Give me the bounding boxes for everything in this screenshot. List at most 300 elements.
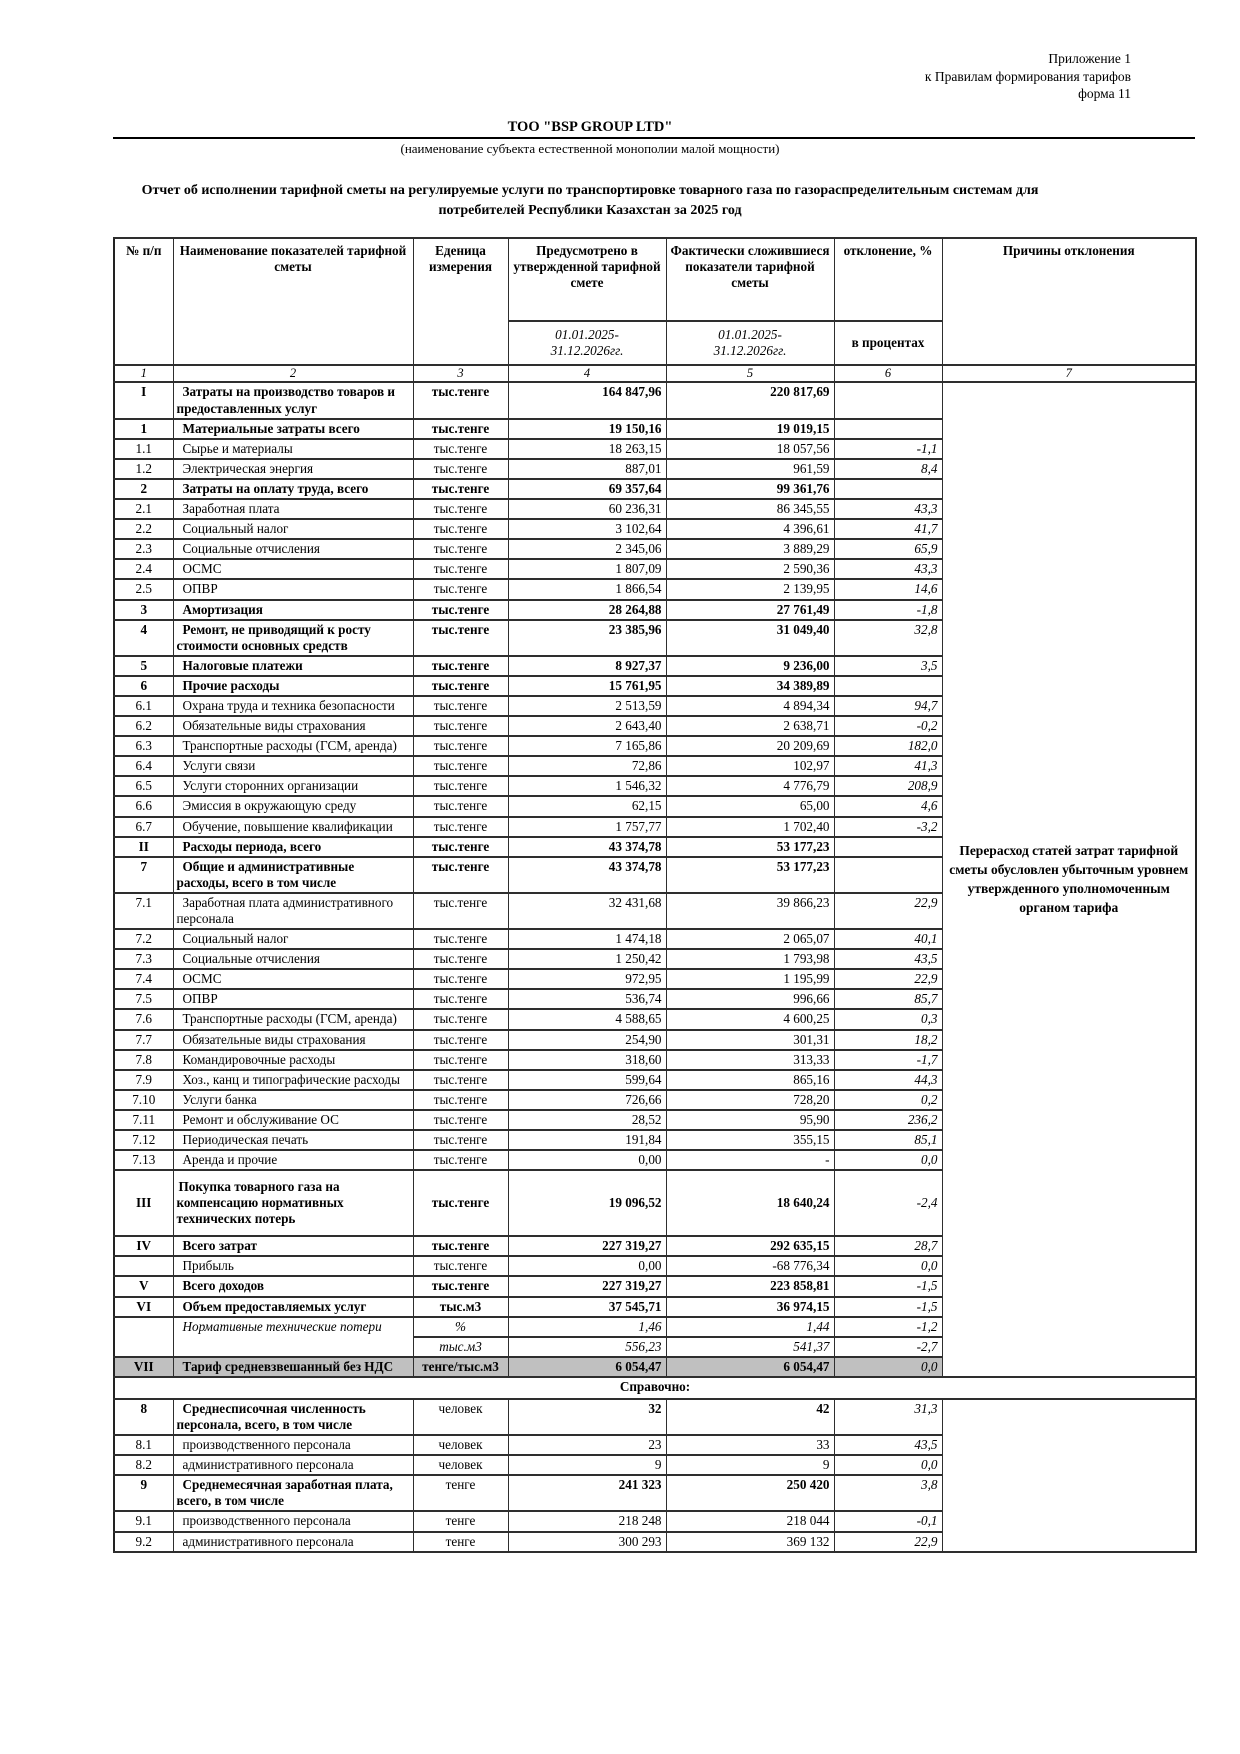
indicator-name-cell: административного персонала: [173, 1532, 413, 1552]
fact-value-cell: 9 236,00: [666, 656, 834, 676]
row-number-cell: 7.5: [114, 989, 173, 1009]
indicator-name-cell: Ремонт и обслуживание ОС: [173, 1110, 413, 1130]
fact-value-cell: 865,16: [666, 1070, 834, 1090]
fact-value-cell: 18 057,56: [666, 439, 834, 459]
fact-value-cell: 4 396,61: [666, 519, 834, 539]
deviation-value-cell: 43,5: [834, 1435, 942, 1455]
deviation-value-cell: 22,9: [834, 969, 942, 989]
row-number-cell: 7.13: [114, 1150, 173, 1170]
plan-value-cell: 8 927,37: [508, 656, 666, 676]
plan-value-cell: 62,15: [508, 796, 666, 816]
fact-value-cell: 220 817,69: [666, 382, 834, 418]
indicator-name-cell: ОПВР: [173, 989, 413, 1009]
deviation-value-cell: 14,6: [834, 579, 942, 599]
plan-value-cell: 2 345,06: [508, 539, 666, 559]
plan-value-cell: 37 545,71: [508, 1297, 666, 1317]
fact-value-cell: 250 420: [666, 1475, 834, 1511]
plan-value-cell: 28,52: [508, 1110, 666, 1130]
col-number: 6: [834, 365, 942, 382]
deviation-value-cell: 85,7: [834, 989, 942, 1009]
indicator-name-cell: Обучение, повышение квалификации: [173, 817, 413, 837]
unit-cell: тыс.тенге: [413, 1009, 508, 1029]
indicator-name-cell: Охрана труда и техника безопасности: [173, 696, 413, 716]
row-number-cell: 7: [114, 857, 173, 893]
col-number: 2: [173, 365, 413, 382]
unit-cell: человек: [413, 1435, 508, 1455]
deviation-value-cell: 44,3: [834, 1070, 942, 1090]
deviation-value-cell: [834, 382, 942, 418]
unit-cell: тыс.тенге: [413, 893, 508, 929]
indicator-name-cell: производственного персонала: [173, 1435, 413, 1455]
plan-value-cell: 1 807,09: [508, 559, 666, 579]
plan-value-cell: 556,23: [508, 1337, 666, 1357]
indicator-name-cell: Сырье и материалы: [173, 439, 413, 459]
deviation-value-cell: 85,1: [834, 1130, 942, 1150]
spravochno-row: [114, 1377, 1196, 1399]
fact-value-cell: 4 776,79: [666, 776, 834, 796]
indicator-name-cell: Тариф средневзвешанный без НДС: [173, 1357, 413, 1377]
deviation-value-cell: 43,5: [834, 949, 942, 969]
plan-value-cell: 2 643,40: [508, 716, 666, 736]
plan-period: 01.01.2025-31.12.2026гг.: [550, 327, 624, 359]
indicator-name-cell: Прочие расходы: [173, 676, 413, 696]
row-number-cell: 2.5: [114, 579, 173, 599]
fact-value-cell: 39 866,23: [666, 893, 834, 929]
deviation-value-cell: [834, 837, 942, 857]
plan-value-cell: 19 096,52: [508, 1170, 666, 1236]
row-number-cell: 9.1: [114, 1511, 173, 1531]
plan-value-cell: 227 319,27: [508, 1236, 666, 1256]
fact-value-cell: 218 044: [666, 1511, 834, 1531]
plan-value-cell: 1,46: [508, 1317, 666, 1337]
plan-value-cell: 28 264,88: [508, 600, 666, 620]
row-number-cell: II: [114, 837, 173, 857]
indicator-name-cell: Материальные затраты всего: [173, 419, 413, 439]
unit-cell: тыс.тенге: [413, 857, 508, 893]
indicator-name-cell: Среднемесячная заработная плата, всего, в том числе: [173, 1475, 413, 1511]
deviation-value-cell: -1,8: [834, 600, 942, 620]
row-number-cell: 4: [114, 620, 173, 656]
fact-period-cell: [666, 321, 834, 365]
fact-value-cell: 27 761,49: [666, 600, 834, 620]
fact-value-cell: 369 132: [666, 1532, 834, 1552]
row-number-cell: 6: [114, 676, 173, 696]
row-number-cell: 2.3: [114, 539, 173, 559]
col-number: 7: [942, 365, 1196, 382]
unit-cell: человек: [413, 1455, 508, 1475]
indicator-name-cell: Заработная плата: [173, 499, 413, 519]
deviation-value-cell: 18,2: [834, 1030, 942, 1050]
unit-cell: тыс.тенге: [413, 949, 508, 969]
deviation-value-cell: 40,1: [834, 929, 942, 949]
row-number-cell: 3: [114, 600, 173, 620]
unit-cell: тыс.тенге: [413, 796, 508, 816]
plan-value-cell: 318,60: [508, 1050, 666, 1070]
fact-value-cell: -68 776,34: [666, 1256, 834, 1276]
deviation-value-cell: 0,3: [834, 1009, 942, 1029]
annex-line-2: к Правилам формирования тарифов: [924, 68, 1131, 84]
fact-value-cell: 19 019,15: [666, 419, 834, 439]
unit-cell: тыс.тенге: [413, 969, 508, 989]
deviation-value-cell: 94,7: [834, 696, 942, 716]
header-deviation: отклонение, %: [834, 238, 942, 321]
row-number-cell: 7.9: [114, 1070, 173, 1090]
deviation-value-cell: -3,2: [834, 817, 942, 837]
unit-cell: тыс.тенге: [413, 756, 508, 776]
plan-value-cell: 191,84: [508, 1130, 666, 1150]
indicator-name-cell: Нормативные технические потери: [173, 1317, 413, 1357]
plan-value-cell: 15 761,95: [508, 676, 666, 696]
unit-cell: тыс.тенге: [413, 1256, 508, 1276]
spravochno-label: Справочно:: [114, 1377, 1196, 1399]
unit-cell: тыс.тенге: [413, 439, 508, 459]
indicator-name-cell: Общие и административные расходы, всего в том числе: [173, 857, 413, 893]
fact-value-cell: 102,97: [666, 756, 834, 776]
plan-value-cell: 1 546,32: [508, 776, 666, 796]
indicator-name-cell: Электрическая энергия: [173, 459, 413, 479]
unit-cell: тыс.тенге: [413, 1236, 508, 1256]
row-number-cell: 9.2: [114, 1532, 173, 1552]
fact-value-cell: 20 209,69: [666, 736, 834, 756]
fact-value-cell: 961,59: [666, 459, 834, 479]
indicator-name-cell: Социальный налог: [173, 519, 413, 539]
deviation-value-cell: 41,3: [834, 756, 942, 776]
row-number-cell: 6.4: [114, 756, 173, 776]
unit-cell: тыс.тенге: [413, 776, 508, 796]
annex-line-1: Приложение 1: [1048, 51, 1131, 66]
unit-cell: тыс.тенге: [413, 929, 508, 949]
indicator-name-cell: Социальные отчисления: [173, 949, 413, 969]
indicator-name-cell: Всего доходов: [173, 1276, 413, 1296]
indicator-name-cell: Услуги связи: [173, 756, 413, 776]
fact-value-cell: 53 177,23: [666, 857, 834, 893]
row-number-cell: 6.5: [114, 776, 173, 796]
row-number-cell: [114, 1256, 173, 1276]
deviation-value-cell: 32,8: [834, 620, 942, 656]
fact-value-cell: 541,37: [666, 1337, 834, 1357]
indicator-name-cell: Командировочные расходы: [173, 1050, 413, 1070]
row-number-cell: 7.10: [114, 1090, 173, 1110]
indicator-name-cell: Ремонт, не приводящий к росту стоимости основных средств: [173, 620, 413, 656]
indicator-name-cell: Эмиссия в окружающую среду: [173, 796, 413, 816]
unit-cell: тыс.тенге: [413, 1170, 508, 1236]
row-number-cell: 5: [114, 656, 173, 676]
plan-value-cell: 0,00: [508, 1256, 666, 1276]
indicator-name-cell: Социальный налог: [173, 929, 413, 949]
col-number: 5: [666, 365, 834, 382]
fact-value-cell: 4 600,25: [666, 1009, 834, 1029]
deviation-value-cell: [834, 857, 942, 893]
fact-value-cell: 36 974,15: [666, 1297, 834, 1317]
plan-value-cell: 32 431,68: [508, 893, 666, 929]
plan-value-cell: 1 250,42: [508, 949, 666, 969]
unit-cell: тыс.тенге: [413, 837, 508, 857]
indicator-name-cell: Объем предоставляемых услуг: [173, 1297, 413, 1317]
deviation-value-cell: -1,2: [834, 1317, 942, 1337]
fact-value-cell: 2 065,07: [666, 929, 834, 949]
unit-cell: тыс.тенге: [413, 736, 508, 756]
deviation-value-cell: 43,3: [834, 559, 942, 579]
unit-cell: тыс.тенге: [413, 1276, 508, 1296]
indicator-name-cell: Затраты на оплату труда, всего: [173, 479, 413, 499]
row-number-cell: 7.12: [114, 1130, 173, 1150]
unit-cell: тыс.тенге: [413, 382, 508, 418]
row-number-cell: VII: [114, 1357, 173, 1377]
fact-value-cell: 355,15: [666, 1130, 834, 1150]
deviation-value-cell: [834, 419, 942, 439]
indicator-name-cell: ОСМС: [173, 969, 413, 989]
fact-value-cell: 86 345,55: [666, 499, 834, 519]
unit-cell: тыс.тенге: [413, 817, 508, 837]
plan-value-cell: 1 866,54: [508, 579, 666, 599]
plan-value-cell: 60 236,31: [508, 499, 666, 519]
row-number-cell: 7.1: [114, 893, 173, 929]
fact-value-cell: 95,90: [666, 1110, 834, 1130]
row-number-cell: 9: [114, 1475, 173, 1511]
deviation-value-cell: 22,9: [834, 1532, 942, 1552]
row-number-cell: 1.1: [114, 439, 173, 459]
deviation-value-cell: 8,4: [834, 459, 942, 479]
plan-value-cell: 69 357,64: [508, 479, 666, 499]
fact-value-cell: 2 590,36: [666, 559, 834, 579]
unit-cell: человек: [413, 1399, 508, 1435]
plan-value-cell: 3 102,64: [508, 519, 666, 539]
deviation-value-cell: [834, 676, 942, 696]
deviation-value-cell: -1,1: [834, 439, 942, 459]
row-number-cell: 1: [114, 419, 173, 439]
plan-value-cell: 23: [508, 1435, 666, 1455]
fact-value-cell: 3 889,29: [666, 539, 834, 559]
unit-cell: тыс.тенге: [413, 419, 508, 439]
unit-cell: тыс.м3: [413, 1297, 508, 1317]
plan-value-cell: 43 374,78: [508, 857, 666, 893]
unit-cell: тыс.тенге: [413, 620, 508, 656]
header-reasons: Причины отклонения: [942, 238, 1196, 365]
deviation-value-cell: -0,1: [834, 1511, 942, 1531]
deviation-value-cell: 28,7: [834, 1236, 942, 1256]
table-row: [114, 1399, 1196, 1435]
fact-value-cell: 4 894,34: [666, 696, 834, 716]
deviation-value-cell: 43,3: [834, 499, 942, 519]
unit-cell: тыс.тенге: [413, 1090, 508, 1110]
fact-value-cell: 1 793,98: [666, 949, 834, 969]
plan-value-cell: 9: [508, 1455, 666, 1475]
plan-value-cell: 218 248: [508, 1511, 666, 1531]
unit-cell: тыс.тенге: [413, 656, 508, 676]
fact-value-cell: 99 361,76: [666, 479, 834, 499]
col-number: 4: [508, 365, 666, 382]
deviation-value-cell: -2,4: [834, 1170, 942, 1236]
indicator-name-cell: Услуги сторонних организации: [173, 776, 413, 796]
plan-value-cell: 536,74: [508, 989, 666, 1009]
unit-cell: тенге: [413, 1532, 508, 1552]
plan-value-cell: 19 150,16: [508, 419, 666, 439]
deviation-subheader: в процентах: [834, 321, 942, 365]
indicator-name-cell: Хоз., канц и типографические расходы: [173, 1070, 413, 1090]
plan-value-cell: 887,01: [508, 459, 666, 479]
indicator-name-cell: Расходы периода, всего: [173, 837, 413, 857]
row-number-cell: 6.1: [114, 696, 173, 716]
indicator-name-cell: Налоговые платежи: [173, 656, 413, 676]
unit-cell: тенге: [413, 1511, 508, 1531]
indicator-name-cell: Аренда и прочие: [173, 1150, 413, 1170]
row-number-cell: 7.6: [114, 1009, 173, 1029]
deviation-value-cell: 208,9: [834, 776, 942, 796]
plan-value-cell: 227 319,27: [508, 1276, 666, 1296]
fact-value-cell: 9: [666, 1455, 834, 1475]
row-number-cell: 6.7: [114, 817, 173, 837]
unit-cell: тыс.тенге: [413, 600, 508, 620]
indicator-name-cell: Прибыль: [173, 1256, 413, 1276]
plan-value-cell: 18 263,15: [508, 439, 666, 459]
table-header-row: [114, 238, 1196, 321]
row-number-cell: IV: [114, 1236, 173, 1256]
deviation-value-cell: 31,3: [834, 1399, 942, 1435]
plan-value-cell: 164 847,96: [508, 382, 666, 418]
plan-value-cell: 599,64: [508, 1070, 666, 1090]
indicator-name-cell: административного персонала: [173, 1455, 413, 1475]
deviation-value-cell: [834, 479, 942, 499]
row-number-cell: III: [114, 1170, 173, 1236]
plan-value-cell: 1 757,77: [508, 817, 666, 837]
unit-cell: тыс.тенге: [413, 1050, 508, 1070]
deviation-value-cell: 65,9: [834, 539, 942, 559]
indicator-name-cell: Заработная плата административного персонала: [173, 893, 413, 929]
plan-value-cell: 1 474,18: [508, 929, 666, 949]
row-number-cell: 6.6: [114, 796, 173, 816]
row-number-cell: 2: [114, 479, 173, 499]
deviation-reason-cell: Перерасход статей затрат тарифной сметы обусловлен убыточным уровнем утвержденного уполномоченным органом тарифа: [942, 382, 1196, 1376]
row-number-cell: 2.1: [114, 499, 173, 519]
row-number-cell: 7.2: [114, 929, 173, 949]
row-number-cell: I: [114, 382, 173, 418]
unit-cell: тыс.тенге: [413, 479, 508, 499]
deviation-value-cell: 182,0: [834, 736, 942, 756]
fact-value-cell: 34 389,89: [666, 676, 834, 696]
indicator-name-cell: Социальные отчисления: [173, 539, 413, 559]
plan-value-cell: 2 513,59: [508, 696, 666, 716]
fact-value-cell: 65,00: [666, 796, 834, 816]
company-name: ТОО "BSP GROUP LTD": [507, 118, 673, 135]
unit-cell: тыс.тенге: [413, 1030, 508, 1050]
plan-value-cell: 32: [508, 1399, 666, 1435]
plan-value-cell: 972,95: [508, 969, 666, 989]
unit-cell: %: [413, 1317, 508, 1337]
unit-cell: тыс.тенге: [413, 539, 508, 559]
indicator-name-cell: ОПВР: [173, 579, 413, 599]
fact-value-cell: -: [666, 1150, 834, 1170]
unit-cell: тыс.тенге: [413, 716, 508, 736]
deviation-value-cell: -0,2: [834, 716, 942, 736]
indicator-name-cell: Обязательные виды страхования: [173, 716, 413, 736]
deviation-value-cell: -1,5: [834, 1297, 942, 1317]
plan-value-cell: 7 165,86: [508, 736, 666, 756]
fact-value-cell: 292 635,15: [666, 1236, 834, 1256]
row-number-cell: 8.2: [114, 1455, 173, 1475]
plan-value-cell: 23 385,96: [508, 620, 666, 656]
deviation-value-cell: 3,5: [834, 656, 942, 676]
row-number-cell: 1.2: [114, 459, 173, 479]
unit-cell: тыс.тенге: [413, 579, 508, 599]
row-number-cell: [114, 1317, 173, 1357]
row-number-cell: 7.11: [114, 1110, 173, 1130]
fact-value-cell: 31 049,40: [666, 620, 834, 656]
fact-value-cell: 42: [666, 1399, 834, 1435]
row-number-cell: 2.4: [114, 559, 173, 579]
annex-note: [113, 50, 1131, 103]
row-number-cell: VI: [114, 1297, 173, 1317]
deviation-value-cell: 0,0: [834, 1455, 942, 1475]
fact-value-cell: 2 638,71: [666, 716, 834, 736]
header-num: № п/п: [114, 238, 173, 365]
fact-value-cell: 996,66: [666, 989, 834, 1009]
indicator-name-cell: Периодическая печать: [173, 1130, 413, 1150]
fact-value-cell: 33: [666, 1435, 834, 1455]
column-number-row: [114, 365, 1196, 382]
indicator-name-cell: ОСМС: [173, 559, 413, 579]
row-number-cell: 8.1: [114, 1435, 173, 1455]
indicator-name-cell: Покупка товарного газа на компенсацию нормативных технических потерь: [173, 1170, 413, 1236]
deviation-value-cell: 0,0: [834, 1150, 942, 1170]
row-number-cell: 7.8: [114, 1050, 173, 1070]
fact-value-cell: 2 139,95: [666, 579, 834, 599]
fact-value-cell: 1,44: [666, 1317, 834, 1337]
unit-cell: тыс.тенге: [413, 1070, 508, 1090]
row-number-cell: 7.4: [114, 969, 173, 989]
unit-cell: тыс.тенге: [413, 1150, 508, 1170]
indicator-name-cell: Обязательные виды страхования: [173, 1030, 413, 1050]
plan-value-cell: 4 588,65: [508, 1009, 666, 1029]
unit-cell: тенге: [413, 1475, 508, 1511]
fact-value-cell: 6 054,47: [666, 1357, 834, 1377]
unit-cell: тыс.тенге: [413, 989, 508, 1009]
col-number: 3: [413, 365, 508, 382]
fact-value-cell: 1 702,40: [666, 817, 834, 837]
plan-value-cell: 241 323: [508, 1475, 666, 1511]
deviation-value-cell: 0,0: [834, 1357, 942, 1377]
indicator-name-cell: Амортизация: [173, 600, 413, 620]
row-number-cell: 7.3: [114, 949, 173, 969]
plan-value-cell: 0,00: [508, 1150, 666, 1170]
company-caption: (наименование субъекта естественной монополии малой мощности): [400, 140, 780, 156]
fact-value-cell: 728,20: [666, 1090, 834, 1110]
fact-value-cell: 223 858,81: [666, 1276, 834, 1296]
indicator-name-cell: Всего затрат: [173, 1236, 413, 1256]
unit-cell: тыс.тенге: [413, 696, 508, 716]
row-number-cell: V: [114, 1276, 173, 1296]
row-number-cell: 7.7: [114, 1030, 173, 1050]
plan-value-cell: 72,86: [508, 756, 666, 776]
fact-period: 01.01.2025-31.12.2026гг.: [713, 327, 787, 359]
unit-cell: тыс.тенге: [413, 559, 508, 579]
unit-cell: тыс.тенге: [413, 1130, 508, 1150]
plan-value-cell: 726,66: [508, 1090, 666, 1110]
deviation-value-cell: -2,7: [834, 1337, 942, 1357]
deviation-value-cell: -1,5: [834, 1276, 942, 1296]
unit-cell: тыс.тенге: [413, 1110, 508, 1130]
deviation-value-cell: 0,0: [834, 1256, 942, 1276]
unit-cell: тыс.тенге: [413, 676, 508, 696]
deviation-value-cell: 4,6: [834, 796, 942, 816]
indicator-name-cell: Транспортные расходы (ГСМ, аренда): [173, 736, 413, 756]
deviation-value-cell: 22,9: [834, 893, 942, 929]
plan-value-cell: 6 054,47: [508, 1357, 666, 1377]
indicator-name-cell: Среднесписочная численность персонала, всего, в том числе: [173, 1399, 413, 1435]
row-number-cell: 8: [114, 1399, 173, 1435]
deviation-value-cell: 41,7: [834, 519, 942, 539]
plan-value-cell: 300 293: [508, 1532, 666, 1552]
unit-cell: тыс.м3: [413, 1337, 508, 1357]
